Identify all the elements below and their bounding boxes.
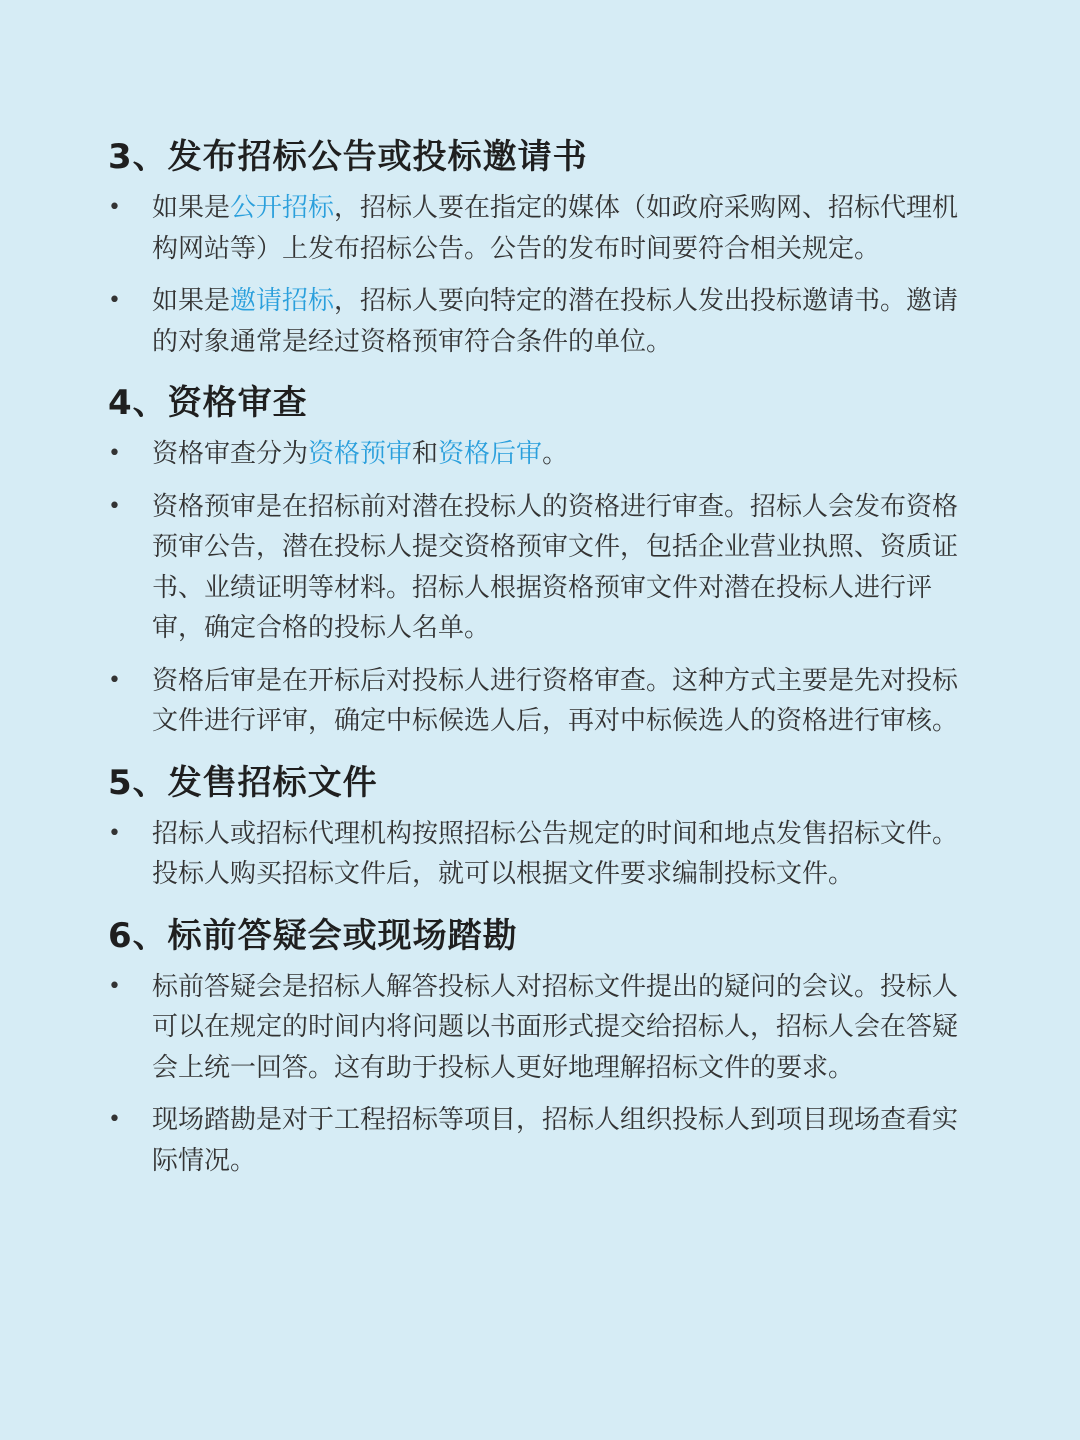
section-5: [108, 758, 980, 895]
section-title: 4、资格审查: [108, 383, 308, 423]
bullet-list: [108, 814, 980, 895]
highlight-term: 资格后审: [438, 439, 543, 469]
body-text: 资格审查分为: [152, 439, 309, 469]
bullet-item: [108, 281, 980, 362]
bullet-dot-icon: •: [108, 493, 121, 519]
bullet-item: [108, 814, 980, 895]
document-content: [108, 132, 980, 1181]
bullet-item: [108, 188, 980, 269]
body-text: 如果是: [152, 193, 231, 223]
bullet-dot-icon: •: [108, 973, 121, 999]
bullet-item: [108, 661, 980, 742]
body-text: 现场踏勘是对于工程招标等项目，招标人组织投标人到项目现场查看实际情况。: [152, 1105, 959, 1176]
body-text: ，招标人要向特定的潜在投标人发出投标邀请书。邀请的对象通常是经过资格预审符合条件的单位。: [152, 286, 959, 357]
body-text: 标前答疑会是招标人解答投标人对招标文件提出的疑问的会议。投标人可以在规定的时间内将问题以书面形式提交给招标人，招标人会在答疑会上统一回答。这有助于投标人更好地理解招标文件的要求。: [152, 971, 959, 1083]
highlight-term: 公开招标: [230, 193, 335, 223]
bullet-list: [108, 967, 980, 1182]
bullet-item: [108, 434, 980, 475]
section-6: [108, 911, 980, 1182]
bullet-item: [108, 487, 980, 649]
bullet-dot-icon: •: [108, 441, 121, 466]
bullet-dot-icon: •: [108, 667, 121, 693]
bullet-item: [108, 967, 980, 1089]
body-text: ，招标人要在指定的媒体（如政府采购网、招标代理机构网站等）上发布招标公告。公告的发布时间要符合相关规定。: [152, 193, 959, 264]
bullet-list: [108, 188, 980, 362]
bullet-dot-icon: •: [108, 1107, 121, 1132]
body-text: 如果是: [152, 286, 231, 316]
body-text: 招标人或招标代理机构按照招标公告规定的时间和地点发售招标文件。投标人购买招标文件后，就可以根据文件要求编制投标文件。: [152, 818, 959, 889]
highlight-term: 邀请招标: [230, 286, 335, 316]
bullet-item: [108, 1100, 980, 1181]
section-title: 6、标前答疑会或现场踏勘: [108, 915, 518, 956]
bullet-dot-icon: •: [108, 820, 121, 846]
body-text: 资格后审是在开标后对投标人进行资格审查。这种方式主要是先对投标文件进行评审，确定中标候选人后，再对中标候选人的资格进行审核。: [152, 665, 959, 736]
section-3: [108, 132, 980, 362]
body-text: 和: [412, 439, 439, 469]
highlight-term: 资格预审: [308, 439, 413, 469]
bullet-dot-icon: •: [108, 195, 121, 220]
section-title: 5、发售招标文件: [108, 762, 378, 803]
bullet-dot-icon: •: [108, 288, 121, 313]
body-text: 资格预审是在招标前对潜在投标人的资格进行审查。招标人会发布资格预审公告，潜在投标人提交资格预审文件，包括企业营业执照、资质证书、业绩证明等材料。招标人根据资格预审文件对潜在投标人进行评审，确定合格的投标人名单。: [152, 491, 959, 643]
section-title: 3、发布招标公告或投标邀请书: [108, 137, 588, 177]
section-4: [108, 378, 980, 742]
bullet-list: [108, 434, 980, 742]
body-text: 。: [542, 439, 569, 469]
